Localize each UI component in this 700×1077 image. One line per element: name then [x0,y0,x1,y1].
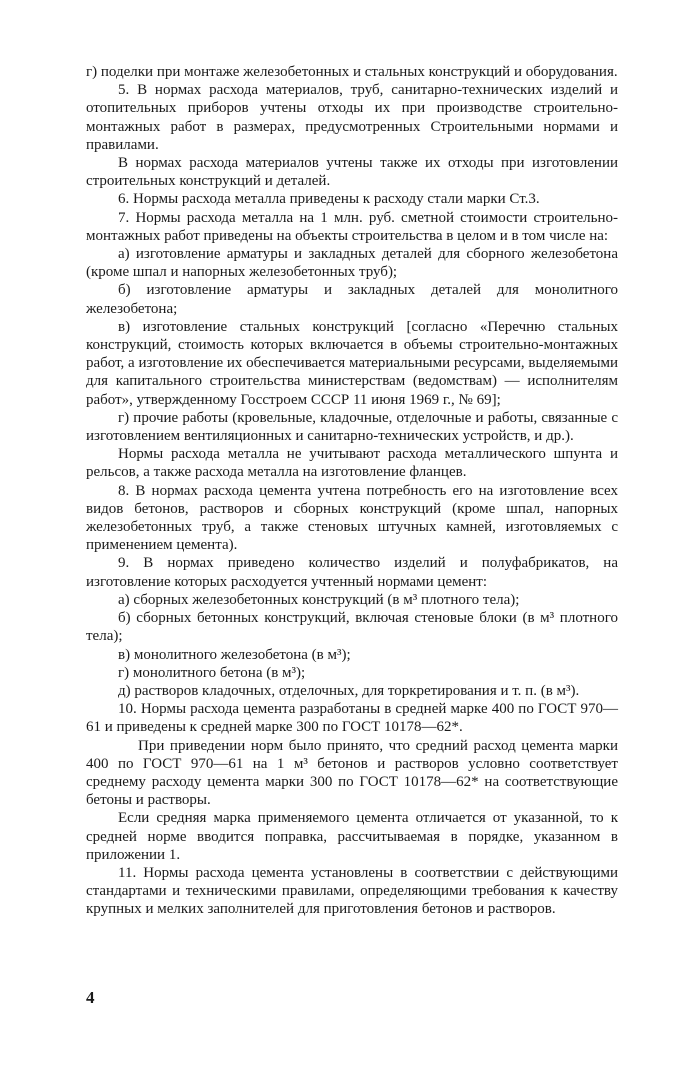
paragraph-5-note: В нормах расхода материалов учтены также их отходы при изготовлении строительных конструкций и деталей. [86,155,618,190]
paragraph-6: 6. Нормы расхода металла приведены к расходу стали марки Ст.3. [118,191,540,208]
paragraph-9-item-d: д) растворов кладочных, отделочных, для торкретирования и т. п. (в м³). [118,682,580,699]
paragraph-9-item-b: б) сборных бетонных конструкций, включая стеновые блоки (в м³ плотного тела); [86,610,618,645]
paragraph-7: 7. Нормы расхода металла на 1 млн. руб. сметной стоимости строительно-монтажных работ приведены на объекты строительства в целом и в том числе на: [86,209,618,244]
paragraph-7-item-g: г) прочие работы (кровельные, кладочные, отделочные и работы, связанные с изготовлением вентиляционных и санитарно-технических устройств, и др.). [86,409,618,445]
page-body [86,63,618,919]
paragraph-10-correction: Если средняя марка применяемого цемента отличается от указанной, то к средней норме вводится поправка, рассчитываемая в порядке, указанном в приложении 1. [86,810,618,863]
paragraph-11: 11. Нормы расхода цемента установлены в соответствии с действующими стандартами и техническими правилами, определяющими требования к качеству крупных и мелких заполнителей для приготовления бетонов и растворов. [86,864,618,918]
paragraph-item-g-continuation: г) поделки при монтаже железобетонных и стальных конструкций и оборудования. [86,64,618,80]
paragraph-10: 10. Нормы расхода цемента разработаны в средней марке 400 по ГОСТ 970—61 и приведены к средней марке 300 по ГОСТ 10178—62*. [86,701,618,736]
paragraph-7-note: Нормы расхода металла не учитывают расхода металлического шпунта и рельсов, а также расхода металла на изготовление фланцев. [86,446,618,481]
page-number: 4 [86,988,95,1007]
paragraph-9-item-a: а) сборных железобетонных конструкций (в м³ плотного тела); [118,591,520,608]
paragraph-10-note: При приведении норм было принято, что средний расход цемента марки 400 по ГОСТ 970—61 на 1 м³ бетонов и растворов условно соответствует среднему расходу цемента марки 300 по ГОСТ 10178—62* на соответствующие бетоны и растворы. [86,737,618,809]
paragraph-9: 9. В нормах приведено количество изделий и полуфабрикатов, на изготовление которых расходуется учтенный нормами цемент: [86,555,618,590]
paragraph-9-item-g: г) монолитного бетона (в м³); [118,664,306,681]
paragraph-7-item-v: в) изготовление стальных конструкций [согласно «Перечню стальных конструкций, стоимость которых включается в объемы строительно-монтажных работ, а изготовление их обеспечивается материальными ресурсами, выделяемыми для капитального строительства министерствам (ведомствам) — исполнителям работ», утвержденному Госстроем СССР 11 июня 1969 г., № 69]; [86,318,618,408]
paragraph-9-item-v: в) монолитного железобетона (в м³); [118,646,351,663]
paragraph-8: 8. В нормах расхода цемента учтена потребность его на изготовление всех видов бетонов, растворов и сборных конструкций (кроме шпал, напорных железобетонных труб, а также стеновых штучных камней, изготовляемых с применением цемента). [86,482,618,554]
paragraph-7-item-a: а) изготовление арматуры и закладных деталей для сборного железобетона (кроме шпал и напорных железобетонных труб); [86,246,618,281]
paragraph-7-item-b: б) изготовление арматуры и закладных деталей для монолитного железобетона; [86,282,618,317]
paragraph-5: 5. В нормах расхода материалов, труб, санитарно-технических изделий и отопительных приборов учтены отходы их при производстве строительно-монтажных работ в размерах, предусмотренных Строительными нормами и правилами. [86,82,618,153]
